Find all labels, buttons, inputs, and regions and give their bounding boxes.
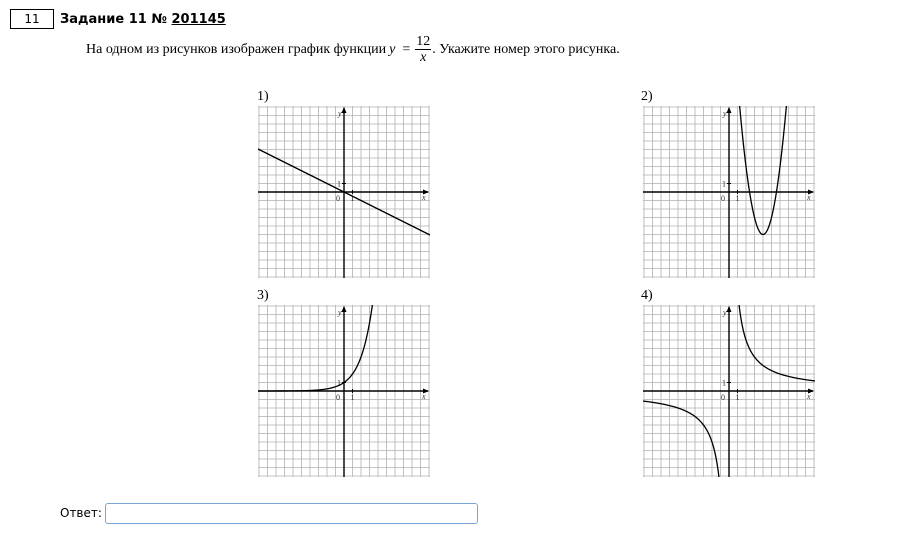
plot-4-label: 4)	[641, 288, 653, 303]
formula-fraction	[415, 34, 431, 65]
plot-2-label: 2)	[641, 89, 653, 104]
plot-1-graph	[258, 106, 430, 278]
plot-1-label: 1)	[257, 89, 269, 104]
x-unit-label: 1	[735, 393, 740, 402]
formula-denominator: x	[420, 50, 427, 65]
y-axis-label: y	[338, 109, 342, 118]
y-axis-arrow	[727, 306, 732, 312]
x-axis-label: x	[807, 193, 811, 202]
y-axis-label: y	[338, 308, 342, 317]
origin-label: 0	[721, 393, 725, 402]
origin-label: 0	[336, 393, 340, 402]
formula-numerator: 12	[416, 34, 431, 49]
question-text-after: . Укажите номер этого рисунка.	[432, 41, 620, 57]
answer-input[interactable]	[105, 503, 478, 524]
x-axis-label: x	[422, 392, 426, 401]
plot-3-label: 3)	[257, 288, 269, 303]
plot-2-graph	[643, 106, 815, 278]
y-axis-arrow	[727, 107, 732, 113]
formula-var: y	[389, 41, 396, 57]
task-number-box: 11	[10, 9, 54, 29]
question-text	[86, 34, 620, 65]
y-axis-label: y	[723, 308, 727, 317]
x-unit-label: 1	[350, 194, 355, 203]
task-id-link[interactable]: 201145	[171, 12, 226, 27]
origin-label: 0	[721, 194, 725, 203]
x-axis-label: x	[807, 392, 811, 401]
y-axis-arrow	[342, 306, 347, 312]
y-unit-label: 1	[337, 179, 341, 189]
formula-eq: =	[402, 41, 411, 57]
y-axis-label: y	[723, 109, 727, 118]
answer-label: Ответ:	[60, 506, 102, 520]
y-unit-label: 1	[337, 378, 341, 388]
x-unit-label: 1	[350, 393, 355, 402]
task-title	[60, 12, 226, 27]
plot-4-graph	[643, 305, 815, 477]
question-text-before: На одном из рисунков изображен график функции	[86, 41, 387, 57]
function-curve	[643, 401, 722, 477]
y-unit-label: 1	[722, 378, 726, 388]
x-unit-label: 1	[735, 194, 740, 203]
y-axis-arrow	[342, 107, 347, 113]
y-unit-label: 1	[722, 179, 726, 189]
task-title-prefix: Задание 11 №	[60, 12, 167, 27]
function-curve	[736, 305, 815, 381]
x-axis-label: x	[422, 193, 426, 202]
origin-label: 0	[336, 194, 340, 203]
plot-3-graph	[258, 305, 430, 477]
